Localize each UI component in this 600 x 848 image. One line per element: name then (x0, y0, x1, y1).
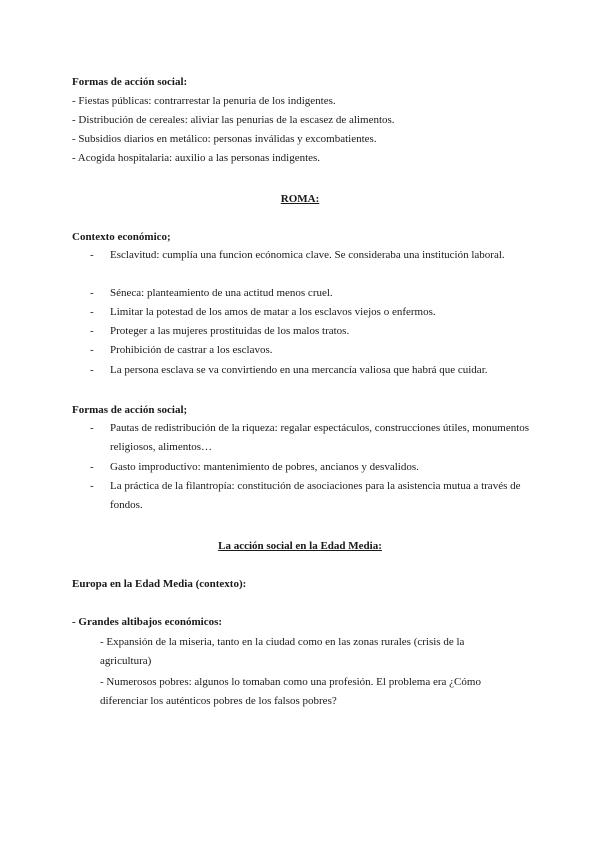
list-item (90, 361, 530, 380)
roma-economic-heading: Contexto económico; (72, 231, 171, 243)
context-heading-rest: (contexto): (192, 578, 247, 590)
list-item (90, 303, 530, 322)
bullet-dash: - (90, 249, 94, 261)
list-item: - Distribución de cereales: aliviar las penurias de la escasez de alimentos. (72, 114, 395, 126)
bullet-dash: - (90, 364, 94, 376)
list-item-text: Esclavitud: cumplía una funcion ecónomica clave. Se consideraba una institución laboral. (110, 249, 505, 261)
list-item (90, 419, 530, 457)
list-item-text: Séneca: planteamiento de una actitud menos cruel. (110, 287, 333, 299)
bullet-dash: - (90, 287, 94, 299)
list-item-text: La práctica de la filantropía: constitución de asociaciones para la asistencia mutua a través de fondos. (110, 480, 521, 511)
list-item-text: Proteger a las mujeres prostituidas de los malos tratos. (110, 325, 350, 337)
list-item-text: Pautas de redistribución de la riqueza: regalar espectáculos, construcciones útiles, monumentos religiosos, alimentos… (110, 422, 530, 453)
bullet-dash: - (90, 461, 94, 473)
roma-title: ROMA: (280, 193, 320, 205)
list-item (90, 477, 530, 515)
paragraph-text: - Numerosos pobres: algunos lo tomaban como una profesión. El problema era ¿Cómo diferenciar los auténticos pobres de los falsos pobres? (100, 676, 481, 707)
bullet-dash: - (90, 344, 94, 356)
list-item (90, 458, 530, 477)
bullet-dash: - (90, 422, 94, 434)
list-item-text: Prohibición de castrar a los esclavos. (110, 344, 273, 356)
edad-media-context-heading (72, 577, 246, 591)
list-item-text: La persona esclava se va convirtiendo en una mercancía valiosa que habrá que cuidar. (110, 364, 488, 376)
roma-actions-heading: Formas de acción social; (72, 404, 188, 416)
list-item-text: Limitar la potestad de los amos de matar a los esclavos viejos o enfermos. (110, 306, 436, 318)
list-item: - Subsidios diarios en metálico: personas inválidas y excombatientes. (72, 133, 377, 145)
bullet-dash: - (90, 325, 94, 337)
bullet-dash: - (90, 480, 94, 492)
paragraph (72, 673, 512, 711)
edad-media-title: La acción social en la Edad Media: (218, 540, 382, 552)
paragraph-text: - Expansión de la miseria, tanto en la ciudad como en las zonas rurales (crisis de la agricultura) (100, 636, 465, 667)
list-item (90, 246, 530, 265)
list-item-text: Gasto improductivo: mantenimiento de pobres, ancianos y desvalidos. (110, 461, 419, 473)
list-item: - Acogida hospitalaria: auxilio a las personas indigentes. (72, 152, 321, 164)
paragraph (72, 633, 512, 671)
edad-media-subheading: - Grandes altibajos económicos: (72, 616, 223, 628)
list-item (90, 322, 530, 341)
list-item (90, 341, 530, 360)
greece-actions-heading: Formas de acción social: (72, 76, 188, 88)
list-item: - Fiestas públicas: contrarrestar la penuria de los indigentes. (72, 95, 336, 107)
bullet-dash: - (90, 306, 94, 318)
context-heading-bold: Europa en la Edad Media (72, 578, 193, 590)
list-item (90, 284, 530, 303)
